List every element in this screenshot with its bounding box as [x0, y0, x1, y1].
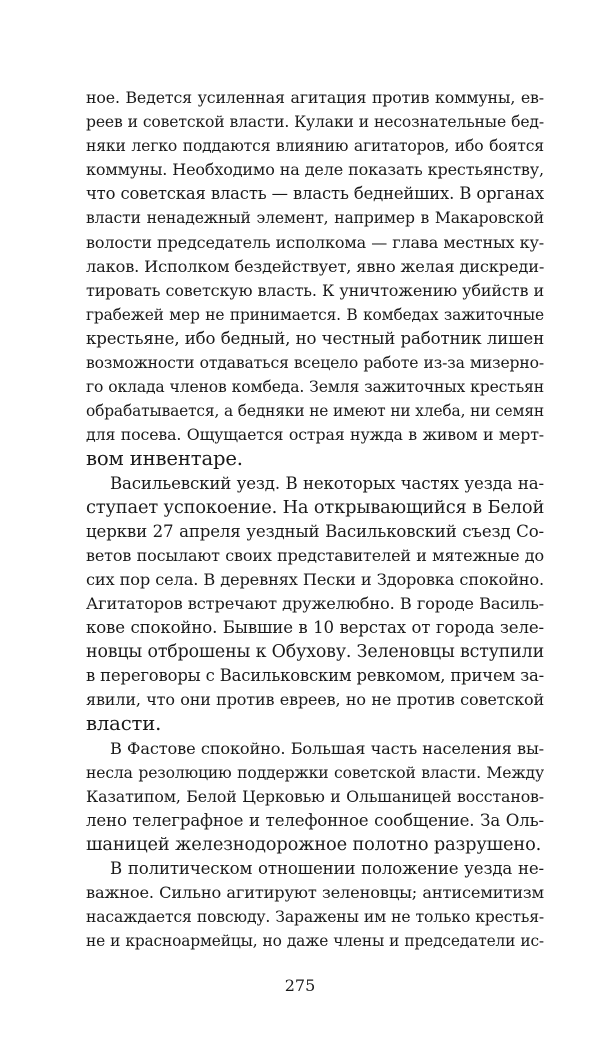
text-line: новцы отброшены к Обухову. Зеленовцы вступили: [86, 642, 545, 663]
text-line: ветов посылают своих представителей и мятежные до: [86, 545, 544, 565]
page-body: [86, 86, 544, 953]
text-line: что советская власть — власть беднейших. В органах: [86, 184, 544, 204]
text-line: волости председатель исполкома — глава местных ку-: [86, 232, 544, 252]
text-line: обрабатывается, а бедняки не имеют ни хлеба, ни семян: [86, 402, 544, 421]
page-number: 275: [284, 976, 316, 995]
text-line: лено телеграфное и телефонное сообщение. За Оль-: [86, 810, 544, 830]
text-line: Васильевский уезд. В некоторых частях уезда на-: [110, 473, 544, 493]
text-line: насаждается повсюду. Заражены им не только крестья-: [86, 908, 544, 927]
paragraph-1: [86, 86, 544, 472]
text-line: не и красноармейцы, но даже члены и председатели ис-: [86, 932, 544, 951]
text-line: В политическом отношении положение уезда не-: [110, 859, 544, 878]
paragraph-4: [86, 857, 544, 953]
text-line: го оклада членов комбеда. Земля зажиточных крестьян: [86, 378, 544, 397]
text-line: тировать советскую власть. К уничтожению убийств и: [86, 280, 544, 300]
text-line: ное. Ведется усиленная агитация против коммуны, ев-: [86, 88, 544, 107]
text-line: несла резолюцию поддержки советской власти. Между: [86, 763, 544, 782]
paragraph-3: [86, 737, 544, 857]
text-line: реев и советской власти. Кулаки и несознательные бед-: [86, 113, 544, 132]
text-line: шаницей железнодорожное полотно разрушено.: [86, 833, 542, 855]
paragraph-2: [86, 472, 544, 737]
text-line: коммуны. Необходимо на деле показать крестьянству,: [86, 160, 544, 180]
text-line: власти ненадежный элемент, например в Макаровской: [86, 209, 544, 228]
text-line: ступает успокоение. На открывающийся в Белой: [86, 496, 545, 518]
text-line: грабежей мер не принимается. В комбедах зажиточные: [86, 305, 544, 324]
text-line: В Фастове спокойно. Большая часть населения вы-: [110, 738, 544, 758]
text-line: важное. Сильно агитируют зеленовцы; антисемитизм: [86, 883, 544, 903]
text-line: лаков. Исполком бездействует, явно желая дискреди-: [86, 256, 545, 276]
text-line: в переговоры с Васильковским ревкомом, причем за-: [86, 666, 544, 686]
text-line: вом инвентаре.: [86, 447, 243, 471]
text-line: кове спокойно. Бывшие в 10 верстах от города зеле-: [86, 618, 544, 638]
text-line: для посева. Ощущается острая нужда в живом и мерт-: [86, 425, 544, 445]
text-line: власти.: [86, 712, 162, 736]
text-line: церкви 27 апреля уездный Васильковский съезд Со-: [86, 521, 544, 541]
text-line: сих пор села. В деревнях Пески и Здоровка спокойно.: [86, 569, 544, 589]
text-line: Казатипом, Белой Церковью и Ольшаницей восстанов-: [86, 786, 544, 806]
text-line: крестьяне, ибо бедный, но честный работник лишен: [86, 328, 544, 348]
text-line: няки легко поддаются влиянию агитаторов, ибо боятся: [86, 137, 544, 156]
text-line: возможности отдаваться всецело работе из-за мизерно-: [86, 354, 544, 373]
text-line: явили, что они против евреев, но не против советской: [86, 690, 544, 710]
text-line: Агитаторов встречают дружелюбно. В городе Василь-: [86, 593, 544, 613]
